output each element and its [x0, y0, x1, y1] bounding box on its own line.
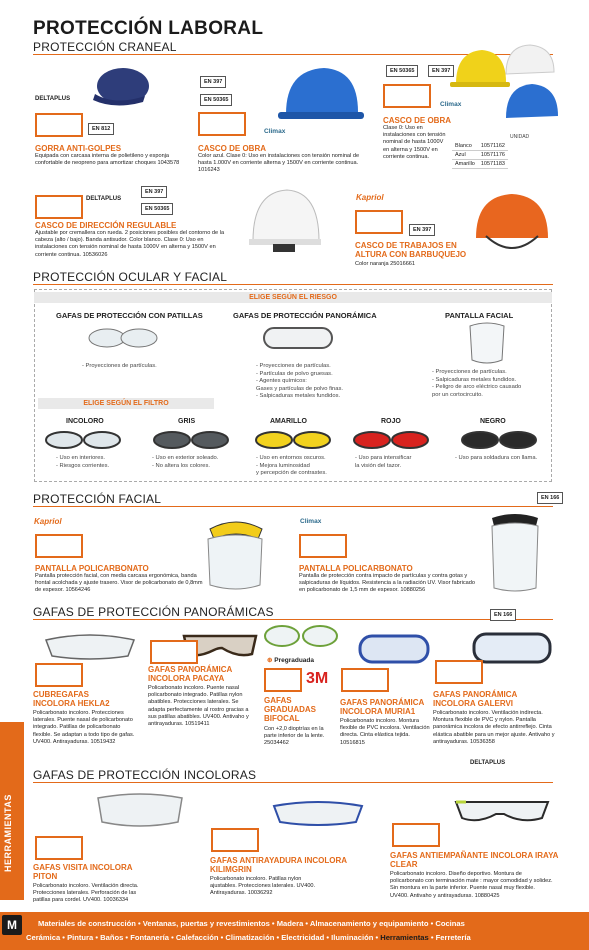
- risk-band: ELIGE SEGÚN EL RIESGO: [34, 292, 552, 303]
- piton-image: [90, 786, 190, 836]
- product-desc: Policarbonato incoloro. Ventilación directa. Protecciones laterales. Perforación de las patillas para cordel. UV400. 10036334: [33, 883, 139, 904]
- price-box: [35, 534, 83, 558]
- page-title: PROTECCIÓN LABORAL: [33, 18, 264, 39]
- cap-image: [85, 58, 155, 113]
- lens-label: INCOLORO: [66, 418, 104, 425]
- lens-gris: [154, 432, 228, 448]
- lens-incoloro: [46, 432, 120, 448]
- product-title: GORRA ANTI-GOLPES: [35, 144, 122, 153]
- price-box: [355, 210, 403, 234]
- risk-col-head: GAFAS DE PROTECCIÓN CON PATILLAS: [56, 311, 203, 320]
- product-title: GAFAS ANTIEMPAÑANTE INCOLORA IRAYA CLEAR: [390, 851, 559, 869]
- risk-col-head: PANTALLA FACIAL: [445, 311, 514, 320]
- risk-list: - Proyecciones de partículas. - Salpicaduras metales fundidos. - Peligro de arco eléctrico causado por un cortocircuito.: [432, 369, 522, 398]
- glasses-image: [85, 322, 160, 352]
- product-title: CASCO DE DIRECCIÓN REGULABLE: [35, 221, 177, 230]
- norm-badge: EN 50365: [141, 203, 173, 215]
- muria-image: [356, 630, 432, 668]
- section-craneal: PROTECCIÓN CRANEAL: [33, 40, 177, 54]
- divider: [33, 506, 553, 507]
- product-desc: Clase 0: Uso en instalaciones con tensión nominal de hasta 1000V en alterna y 1500V en corriente continua.: [383, 125, 446, 160]
- section-incoloras: GAFAS DE PROTECCIÓN INCOLORAS: [33, 768, 257, 782]
- yellow-faceshield-image: [196, 515, 276, 595]
- pregraduada-label: ⊕ Pregraduada: [267, 657, 315, 664]
- faceshield-image: [462, 318, 512, 368]
- norm-badge: EN 397: [200, 76, 226, 88]
- section-panoramicas: GAFAS DE PROTECCIÓN PANORÁMICAS: [33, 605, 274, 619]
- lens-rojo: [354, 432, 428, 448]
- filter-band: ELIGE SEGÚN EL FILTRO: [38, 398, 214, 409]
- product-desc: Policarbonato incoloro. Puente nasal policarbonato integrado. Patillas nylon abatibles. Protecciones laterales. Se adapta perfectamente al rostro gracias a sus patillas abatibles. UV400. Antivaho y antirayaduras. 10519411: [148, 685, 249, 728]
- product-desc: Policarbonato incoloro. Ventilación indirecta. Montura flexible de PVC y nylon. Pantalla panorámica incolora de efecto antirreflejo. Cinta elástica abatible para un mejor ajuste. Antivaho y antirayaduras. 10536358: [433, 710, 555, 745]
- lens-label: ROJO: [381, 418, 401, 425]
- product-title: GAFAS PANORÁMICA INCOLORA MURIA1: [340, 698, 424, 716]
- product-desc: Equipada con carcasa interna de polietileno y esponja confortable de neopreno para amortizar choques 1043578: [35, 153, 180, 167]
- norm-badge: EN 166: [537, 492, 563, 504]
- lens-label: NEGRO: [480, 418, 506, 425]
- price-box: [383, 84, 431, 108]
- norm-badge: EN 397: [409, 224, 435, 236]
- risk-col-head: GAFAS DE PROTECCIÓN PANORÁMICA: [233, 311, 377, 320]
- price-box: [435, 660, 483, 684]
- footer-categories: Materiales de construcción • Ventanas, puertas y revestimientos • Madera • Almacenamiento y equipamiento • Cocinas: [38, 919, 465, 928]
- lens-desc: - Uso en exterior soleado. - No altera los colores.: [152, 455, 219, 469]
- product-desc: Ajustable por cremallera con rueda. 2 posiciones posibles del contorno de la cabeza (alto / bajo). Banda antisudor. Color blanco. Clase 0: Uso en instalaciones con tensión nominal de hasta 1000V en alterna y 1500V en corriente continua. 10536026: [35, 230, 225, 258]
- product-title: PANTALLA POLICARBONATO: [299, 564, 413, 573]
- price-box: [211, 828, 259, 852]
- climax-logo: Climax: [440, 101, 462, 108]
- product-desc: Color azul. Clase 0: Uso en instalaciones con tensión nominal de hasta 1.000V en corriente alterna y 1500V en corriente continua. 1016243: [198, 153, 360, 174]
- risk-list: - Proyecciones de partículas.: [82, 363, 157, 369]
- norm-badge: EN 50365: [386, 65, 418, 77]
- price-box: [35, 113, 83, 137]
- product-title: GAFAS VISITA INCOLORA PITON: [33, 863, 133, 881]
- hekla-image: [40, 626, 140, 666]
- price-box: [392, 823, 440, 847]
- norm-badge: EN 397: [428, 65, 454, 77]
- brand-logo: M: [2, 915, 22, 935]
- product-desc: Pantalla protección facial, con media carcasa ergonómica, banda frontal acolchada y ajuste trasero. Visor de policarbonato de 0,8mm de espesor. 10564246: [35, 573, 203, 594]
- product-title: PANTALLA POLICARBONATO: [35, 564, 149, 573]
- table-row: Amarillo 10571183: [452, 160, 508, 169]
- product-desc: Policarbonato incoloro. Protecciones laterales. Puente nasal de policarbonato integrado. Patillas de policarbonato flexible. Se adaptan a todo tipo de gafas. UV400. Antirayaduras. 10519432: [33, 710, 135, 745]
- product-title: GAFAS PANORÁMICA INCOLORA GALERVI: [433, 690, 517, 708]
- price-box: [150, 640, 198, 664]
- iraya-image: [452, 792, 552, 832]
- price-box: [341, 668, 389, 692]
- product-desc: Policarbonato incoloro. Montura flexible de PVC incolora. Ventilación directa. Cinta elástica tejida. 10516815: [340, 718, 430, 746]
- lens-label: GRIS: [178, 418, 196, 425]
- product-title: CUBREGAFAS INCOLORA HEKLA2: [33, 690, 110, 708]
- blue-helmet-image: [276, 62, 366, 127]
- footer-categories-2: Cerámica • Pintura • Baños • Fontanería • Calefacción • Climatización • Electricidad • Iluminación • Herramientas • Ferretería: [26, 933, 471, 942]
- kapriol-logo: Kapriol: [34, 517, 62, 526]
- price-box: [35, 836, 83, 860]
- price-box: [299, 534, 347, 558]
- kapriol-logo: Kapriol: [356, 193, 384, 202]
- lens-row: [34, 428, 552, 452]
- bifocal-image: [262, 622, 340, 652]
- product-title: CASCO DE OBRA: [383, 116, 452, 125]
- lens-desc: - Uso en interiores. - Riesgos corrientes.: [56, 455, 110, 469]
- product-desc: Policarbonato incoloro. Diseño deportivo. Montura de policarbonato con terminación mate : mayor comodidad y solidez. Sin montura en la parte inferior. Puente nasal muy flexible. UV400. Antivaho y antirayaduras. 10880425: [390, 871, 553, 899]
- unit-header: UNIDAD: [510, 134, 530, 140]
- risk-list: - Proyecciones de partículas. - Partículas de polvo gruesas. - Agentes químicos: Gases y partículas de polvo finas. - Salpicaduras metales fundidos.: [256, 363, 343, 399]
- product-title: GAFAS PANORÁMICA INCOLORA PACAYA: [148, 665, 232, 683]
- product-title: CASCO DE TRABAJOS EN ALTURA CON BARBUQUEJO: [355, 241, 467, 259]
- product-title: GAFAS ANTIRAYADURA INCOLORA KILIMGRIN: [210, 856, 347, 874]
- category-tab: HERRAMIENTAS: [0, 722, 24, 900]
- section-ocular: PROTECCIÓN OCULAR Y FACIAL: [33, 270, 228, 284]
- climax-logo: Climax: [264, 128, 286, 135]
- product-title: GAFAS GRADUADAS BIFOCAL: [264, 696, 316, 723]
- product-title: CASCO DE OBRA: [198, 144, 267, 153]
- section-facial: PROTECCIÓN FACIAL: [33, 492, 162, 506]
- product-desc: Pantalla de protección contra impacto de partículas y contra gotas y salpicaduras de líquidos. Resistencia a la radiación UV. Visor fabricado en policarbonato de 1,5 mm de espesor. 10880256: [299, 573, 475, 594]
- norm-badge: EN 812: [88, 123, 114, 135]
- table-row: Azul 10571176: [452, 151, 508, 160]
- footer-bar: [0, 912, 589, 950]
- divider: [33, 782, 553, 783]
- product-desc: Color naranja 25016661: [355, 261, 416, 267]
- price-box: [35, 663, 83, 687]
- clear-faceshield-image: [484, 510, 546, 595]
- lens-label: AMARILLO: [270, 418, 307, 425]
- norm-badge: EN 50365: [200, 94, 232, 106]
- kilimgrin-image: [268, 792, 368, 832]
- price-box: [35, 195, 83, 219]
- color-table: [452, 142, 508, 169]
- white-helmet-image: [245, 186, 325, 258]
- deltaplus-logo: DELTAPLUS: [470, 760, 506, 766]
- deltaplus-logo: DELTAPLUS: [35, 96, 71, 102]
- product-desc: Con +2,0 dioptrías en la parte inferior de la lente. 25034462: [264, 726, 325, 747]
- lens-desc: - Uso para soldadura con llama.: [455, 455, 538, 461]
- lens-desc: - Uso para intensificar la visión del tazor.: [355, 455, 412, 469]
- price-box: [198, 112, 246, 136]
- norm-badge: EN 397: [141, 186, 167, 198]
- price-box: [264, 668, 302, 692]
- table-row: Blanco 10571162: [452, 142, 508, 151]
- helmets-image: [448, 42, 563, 132]
- divider: [33, 284, 553, 285]
- climax-logo: Climax: [300, 518, 322, 525]
- deltaplus-logo: DELTAPLUS: [86, 196, 122, 202]
- lens-desc: - Uso en entornos oscuros. - Mejora luminosidad y percepción de contrastes.: [256, 455, 327, 476]
- divider: [33, 619, 553, 620]
- lens-negro: [462, 432, 536, 448]
- lens-amarillo: [256, 432, 330, 448]
- plus-icon: ⊕: [267, 657, 273, 664]
- product-desc: Policarbonato incoloro. Patillas nylon ajustables. Protecciones laterales. UV400. Antirayaduras. 10036292: [210, 876, 316, 897]
- goggles-image: [258, 322, 338, 354]
- 3m-logo: 3M: [306, 670, 329, 687]
- norm-badge: EN 166: [490, 609, 516, 621]
